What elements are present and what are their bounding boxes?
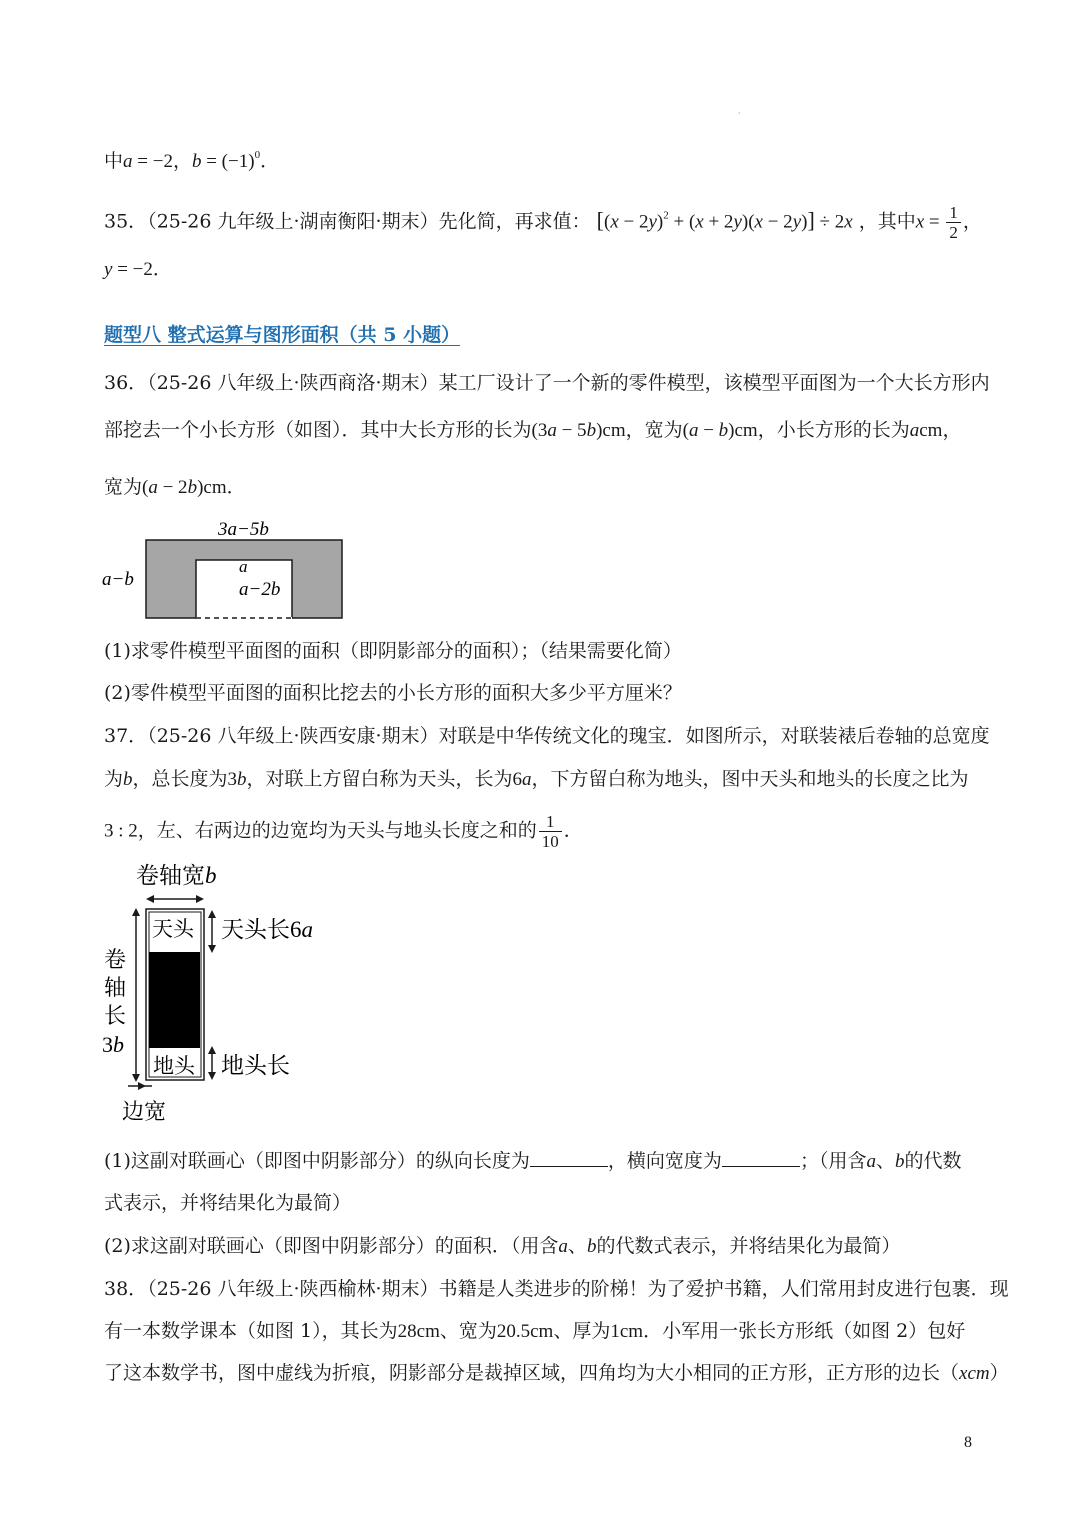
q37-sub1-line1: (1)这副对联画心（即图中阴影部分）的纵向长度为 ，横向宽度为 ；（用含a、b的代数 xyxy=(104,1150,962,1172)
q37-fig-tiantou: 天头 xyxy=(152,917,194,941)
q34-tail-line: 中a = −2，$b = (-1)^0$． xyxy=(104,149,280,172)
q36-line3: 宽为(a − 2b)cm． xyxy=(104,476,246,498)
q37-fig-ditou-len: 地头长 xyxy=(221,1053,290,1078)
q36-sub2: (2)零件模型平面图的面积比挖去的小长方形的面积大多少平方厘米？ xyxy=(104,682,682,704)
q37-fig-len-char1: 卷 xyxy=(104,947,127,972)
q36-line2: 部挖去一个小长方形（如图）．其中大长方形的长为(3a − 5b)cm，宽为(a − b)cm，小长方形的长为acm， xyxy=(104,419,962,441)
q36-fig-inner-a: a xyxy=(239,557,248,576)
q37-fig-ditou: 地头 xyxy=(153,1054,195,1078)
q36-figure xyxy=(100,515,360,625)
q37-blank-1[interactable] xyxy=(530,1152,608,1167)
q37-line1: 37．（25-26 八年级上·陕西安康·期末）对联是中华传统文化的瑰宝．如图所示，对联装裱后卷轴的总宽度 xyxy=(104,725,990,747)
q37-sub1-line2: 式表示，并将结果化为最简） xyxy=(104,1192,352,1214)
q36-line1: 36．（25-26 八年级上·陕西商洛·期末）某工厂设计了一个新的零件模型，该模型平面图为一个大长方形内 xyxy=(104,372,990,394)
q37-fig-tiantou-len: 天头长6a xyxy=(221,917,313,942)
q37-sub2: (2)求这副对联画心（即图中阴影部分）的面积．（用含a、b的代数式表示，并将结果化为最简） xyxy=(104,1235,901,1257)
stray-mark: ˌ xyxy=(738,106,741,115)
q37-painting-core xyxy=(149,952,200,1048)
q37-fig-len-char3: 长 xyxy=(104,1003,127,1028)
q37-blank-2[interactable] xyxy=(722,1152,800,1167)
q36-fig-top-label: 3a−5b xyxy=(218,519,269,540)
q38-line2: 有一本数学课本（如图 1），其长为28cm、宽为20.5cm、厚为1cm．小军用一张长方形纸（如图 2）包好 xyxy=(104,1320,966,1342)
q37-line2: 为b，总长度为3b，对联上方留白称为天头，长为6a，下方留白称为地头，图中天头和地头的长度之比为 xyxy=(104,768,969,790)
q37-fig-len-char2: 轴 xyxy=(104,975,127,1000)
q35-line2: y = −2． xyxy=(104,258,172,280)
q37-line3: 3 : 2，左、右两边的边宽均为天头与地头长度之和的 $\frac{1}{10}$ ． xyxy=(104,812,583,851)
q37-fig-width-label: 卷轴宽b xyxy=(136,863,217,888)
section-heading: 题型八 整式运算与图形面积（共 5 小题） xyxy=(104,324,461,346)
q37-fig-edge: 边宽 xyxy=(122,1099,167,1124)
q37-figure xyxy=(100,856,330,1126)
q37-fig-len-3b: 3b xyxy=(102,1032,124,1057)
q35-line1: 35．（25-26 九年级上·湖南衡阳·期末）先化简，再求值： $[(x - 2y)^2 + (x + 2y)(x - 2y)] \div 2x$ ，其中x = $\frac{1}{2}$ ， xyxy=(104,203,982,242)
q38-line1: 38．（25-26 八年级上·陕西榆林·期末）书籍是人类进步的阶梯！为了爱护书籍，人们常用封皮进行包裹．现 xyxy=(104,1278,1009,1300)
q36-sub1: (1)求零件模型平面图的面积（即阴影部分的面积）；（结果需要化简） xyxy=(104,640,682,662)
q36-fig-inner-a2b: a−2b xyxy=(239,579,281,600)
q38-line3: 了这本数学书，图中虚线为折痕，阴影部分是裁掉区域，四角均为大小相同的正方形，正方形的边长（xcm） xyxy=(104,1362,1009,1384)
page-number: 8 xyxy=(964,1434,972,1451)
q36-fig-left-label: a−b xyxy=(102,569,134,590)
